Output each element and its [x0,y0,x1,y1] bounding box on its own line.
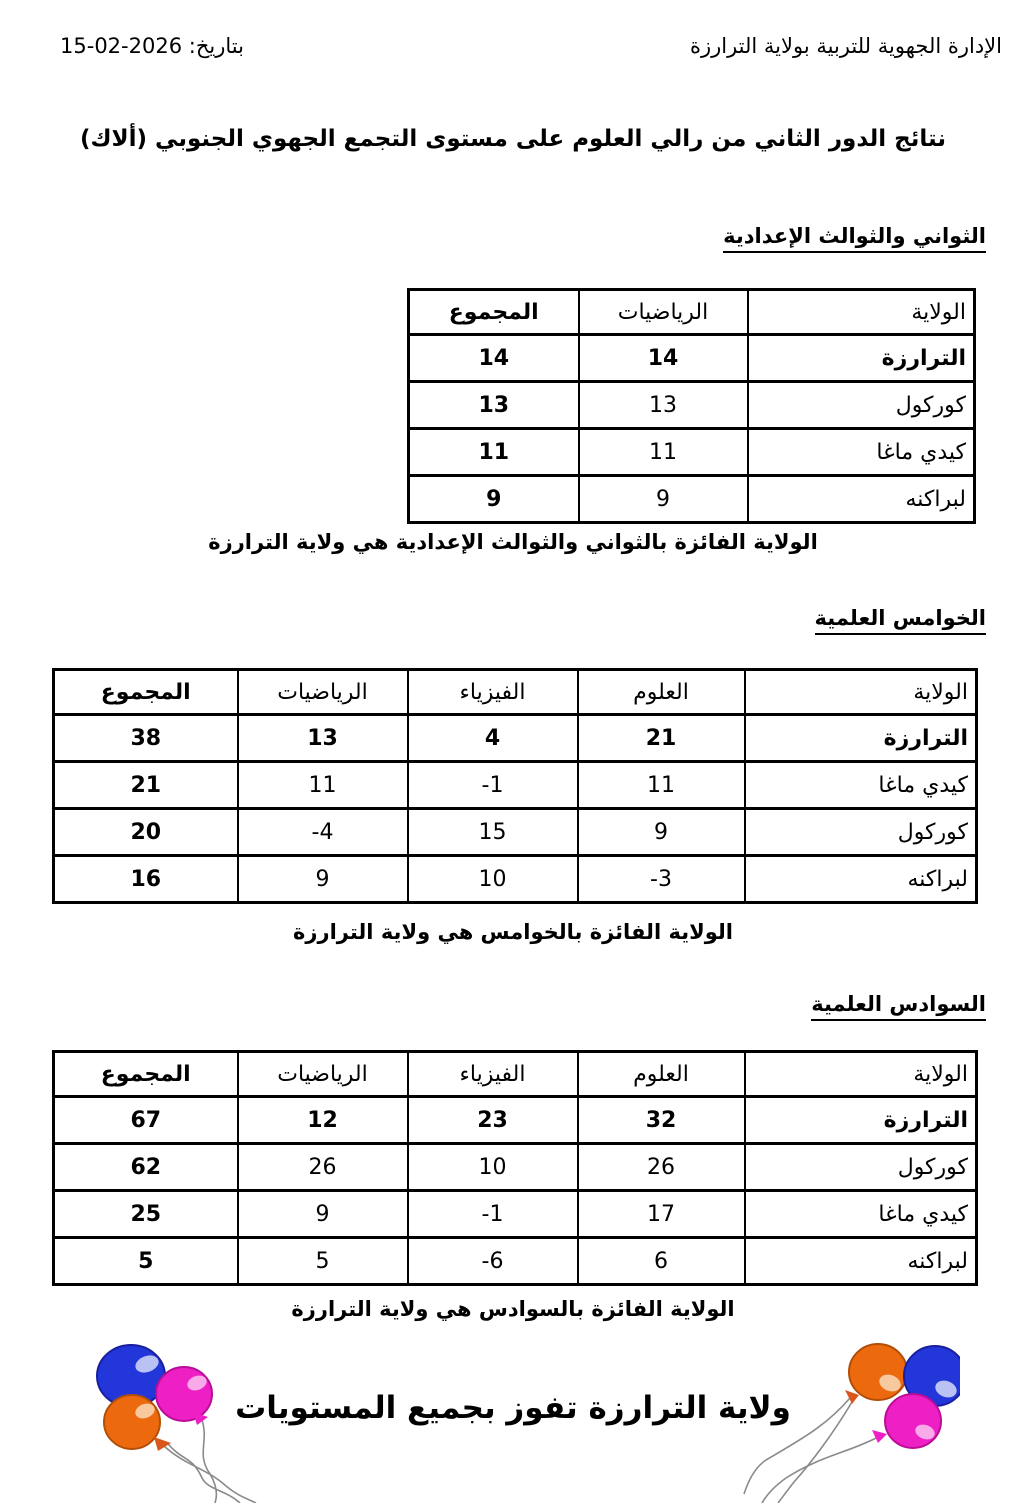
state-cell: كيدي ماغا [748,429,975,476]
score-cell: -1 [408,762,578,809]
score-cell: 9 [578,809,745,856]
state-cell: الترارزة [745,715,977,762]
score-cell: 13 [238,715,408,762]
state-cell: كيدي ماغا [745,1191,977,1238]
section-heading-secondaries: الثواني والثوالث الإعدادية [723,224,986,253]
balloons-right-icon [742,1332,960,1503]
results-table-sixth-science [52,1050,978,1286]
table-row [54,1191,977,1238]
date-label: بتاريخ: 2026-02-15 [60,34,244,58]
results-table-fifth-science [52,668,978,904]
score-cell: -1 [408,1191,578,1238]
winner-note: الولاية الفائزة بالثواني والثوالث الإعدادية هي ولاية الترارزة [208,530,818,554]
score-cell: -6 [408,1238,578,1285]
total-cell: 62 [54,1144,238,1191]
score-cell: 14 [579,335,748,382]
total-cell: 13 [409,382,579,429]
column-header-cell: المجموع [409,290,579,335]
state-cell: لبراكنه [745,856,977,903]
table-row [54,715,977,762]
score-cell: 23 [408,1097,578,1144]
total-cell: 21 [54,762,238,809]
table-row [54,1238,977,1285]
score-cell: 11 [238,762,408,809]
score-cell: 9 [238,1191,408,1238]
score-cell: 32 [578,1097,745,1144]
state-cell: كوركول [748,382,975,429]
column-header-cell: الولاية [748,290,975,335]
state-cell: الترارزة [745,1097,977,1144]
table-row [54,856,977,903]
score-cell: 10 [408,1144,578,1191]
score-cell: 9 [238,856,408,903]
score-cell: 26 [578,1144,745,1191]
state-cell: كيدي ماغا [745,762,977,809]
column-header-cell: الفيزياء [408,1052,578,1097]
total-cell: 14 [409,335,579,382]
winner-note: الولاية الفائزة بالسوادس هي ولاية الترارزة [291,1297,735,1321]
victory-slogan: ولاية الترارزة تفوز بجميع المستويات [235,1390,791,1426]
score-cell: 10 [408,856,578,903]
score-cell: 5 [238,1238,408,1285]
score-cell: 17 [578,1191,745,1238]
column-header-cell: الولاية [745,1052,977,1097]
column-header-cell: الفيزياء [408,670,578,715]
state-cell: كوركول [745,809,977,856]
score-cell: 12 [238,1097,408,1144]
score-cell: 15 [408,809,578,856]
column-header-cell: الرياضيات [238,670,408,715]
column-header-cell: الرياضيات [238,1052,408,1097]
state-cell: لبراكنه [745,1238,977,1285]
table-row [54,762,977,809]
total-cell: 20 [54,809,238,856]
score-cell: 11 [578,762,745,809]
section-heading-sixth-science: السوادس العلمية [811,992,986,1021]
column-header-cell: الرياضيات [579,290,748,335]
column-header-cell: العلوم [578,1052,745,1097]
table-row [409,476,975,523]
total-cell: 38 [54,715,238,762]
table-row [54,809,977,856]
score-cell: 4 [408,715,578,762]
score-cell: 26 [238,1144,408,1191]
total-cell: 16 [54,856,238,903]
results-table-secondaries [407,288,976,524]
winner-note: الولاية الفائزة بالخوامس هي ولاية الترارزة [293,920,733,944]
column-header-cell: المجموع [54,1052,238,1097]
score-cell: 11 [579,429,748,476]
table-row [54,1144,977,1191]
total-cell: 25 [54,1191,238,1238]
table-row [409,429,975,476]
balloons-left-icon [68,1338,280,1503]
column-header-cell: المجموع [54,670,238,715]
section-heading-fifth-science: الخوامس العلمية [815,606,986,635]
total-cell: 5 [54,1238,238,1285]
table-row [409,382,975,429]
score-cell: 9 [579,476,748,523]
table-row [409,335,975,382]
state-cell: كوركول [745,1144,977,1191]
score-cell: 13 [579,382,748,429]
org-name: الإدارة الجهوية للتربية بولاية الترارزة [689,34,1002,58]
score-cell: -4 [238,809,408,856]
total-cell: 11 [409,429,579,476]
total-cell: 67 [54,1097,238,1144]
state-cell: الترارزة [748,335,975,382]
table-row [54,1097,977,1144]
column-header-cell: العلوم [578,670,745,715]
column-header-cell: الولاية [745,670,977,715]
total-cell: 9 [409,476,579,523]
score-cell: 21 [578,715,745,762]
score-cell: -3 [578,856,745,903]
document-title: نتائج الدور الثاني من رالي العلوم على مستوى التجمع الجهوي الجنوبي (ألاك) [79,126,947,152]
score-cell: 6 [578,1238,745,1285]
state-cell: لبراكنه [748,476,975,523]
